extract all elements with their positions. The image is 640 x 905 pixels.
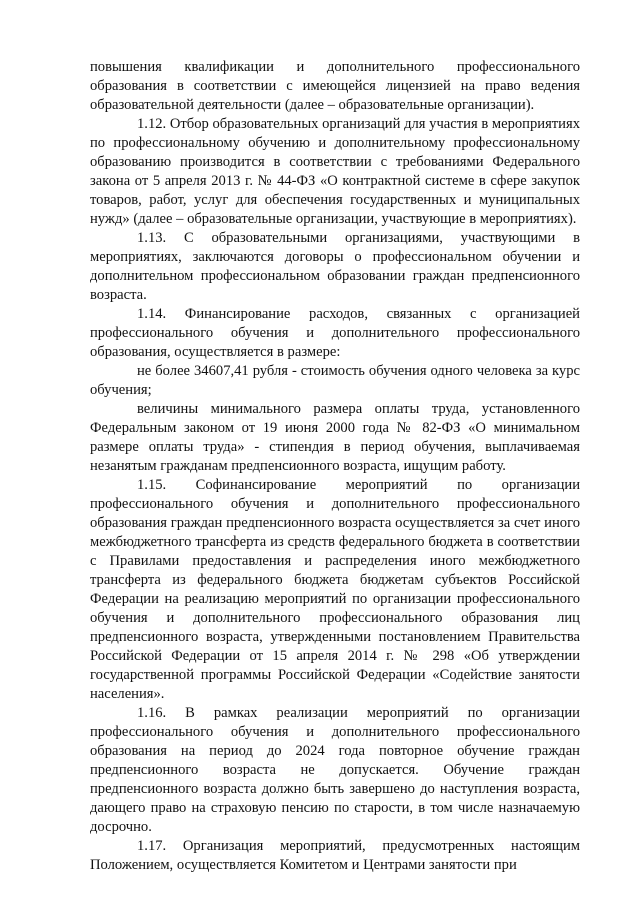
paragraph-cost-item: не более 34607,41 рубля - стоимость обучения одного человека за курс обучения;: [90, 363, 580, 398]
paragraph-1-13: 1.13. С образовательными организациями, участвующими в мероприятиях, заключаются договоры о профессиональном обучении и дополнительном профессиональном образовании граждан предпенсионного возраста.: [90, 230, 580, 303]
paragraph-1-14: 1.14. Финансирование расходов, связанных с организацией профессионального обучения и дополнительного профессионального образования, осуществляется в размере:: [90, 306, 580, 360]
paragraph-continuation: повышения квалификации и дополнительного профессионального образования в соответствии с имеющейся лицензией на право ведения образовательной деятельности (далее – образовательные организации).: [90, 59, 580, 113]
document-body: [90, 58, 580, 875]
paragraph-stipend-item: величины минимального размера оплаты труда, установленного Федеральным законом от 19 июня 2000 года № 82-ФЗ «О минимальном размере оплаты труда» - стипендия в период обучения, выплачиваемая незанятым гражданам предпенсионного возраста, ищущим работу.: [90, 401, 580, 474]
paragraph-1-15: 1.15. Софинансирование мероприятий по организации профессионального обучения и дополнительного профессионального образования граждан предпенсионного возраста осуществляется за счет иного межбюджетного трансферта из средств федерального бюджета в соответствии с Правилами предоставления и распределения иного межбюджетного трансферта из федерального бюджета бюджетам субъектов Российской Федерации на реализацию мероприятий по организации профессионального обучения и дополнительного профессионального образования лиц предпенсионного возраста, утвержденными постановлением Правительства Российской Федерации от 15 апреля 2014 г. № 298 «Об утверждении государственной программы Российской Федерации «Содействие занятости населения».: [90, 477, 580, 702]
paragraph-1-16: 1.16. В рамках реализации мероприятий по организации профессионального обучения и дополнительного профессионального образования на период до 2024 года повторное обучение граждан предпенсионного возраста не допускается. Обучение граждан предпенсионного возраста должно быть завершено до наступления возраста, дающего право на страховую пенсию по старости, в том числе назначаемую досрочно.: [90, 705, 580, 835]
paragraph-1-12: 1.12. Отбор образовательных организаций для участия в мероприятиях по профессиональному обучению и дополнительному профессиональному образованию производится в соответствии с требованиями Федерального закона от 5 апреля 2013 г. № 44-ФЗ «О контрактной системе в сфере закупок товаров, работ, услуг для обеспечения государственных и муниципальных нужд» (далее – образовательные организации, участвующие в мероприятиях).: [90, 116, 580, 227]
paragraph-1-17: 1.17. Организация мероприятий, предусмотренных настоящим Положением, осуществляется Комитетом и Центрами занятости при: [90, 838, 580, 873]
